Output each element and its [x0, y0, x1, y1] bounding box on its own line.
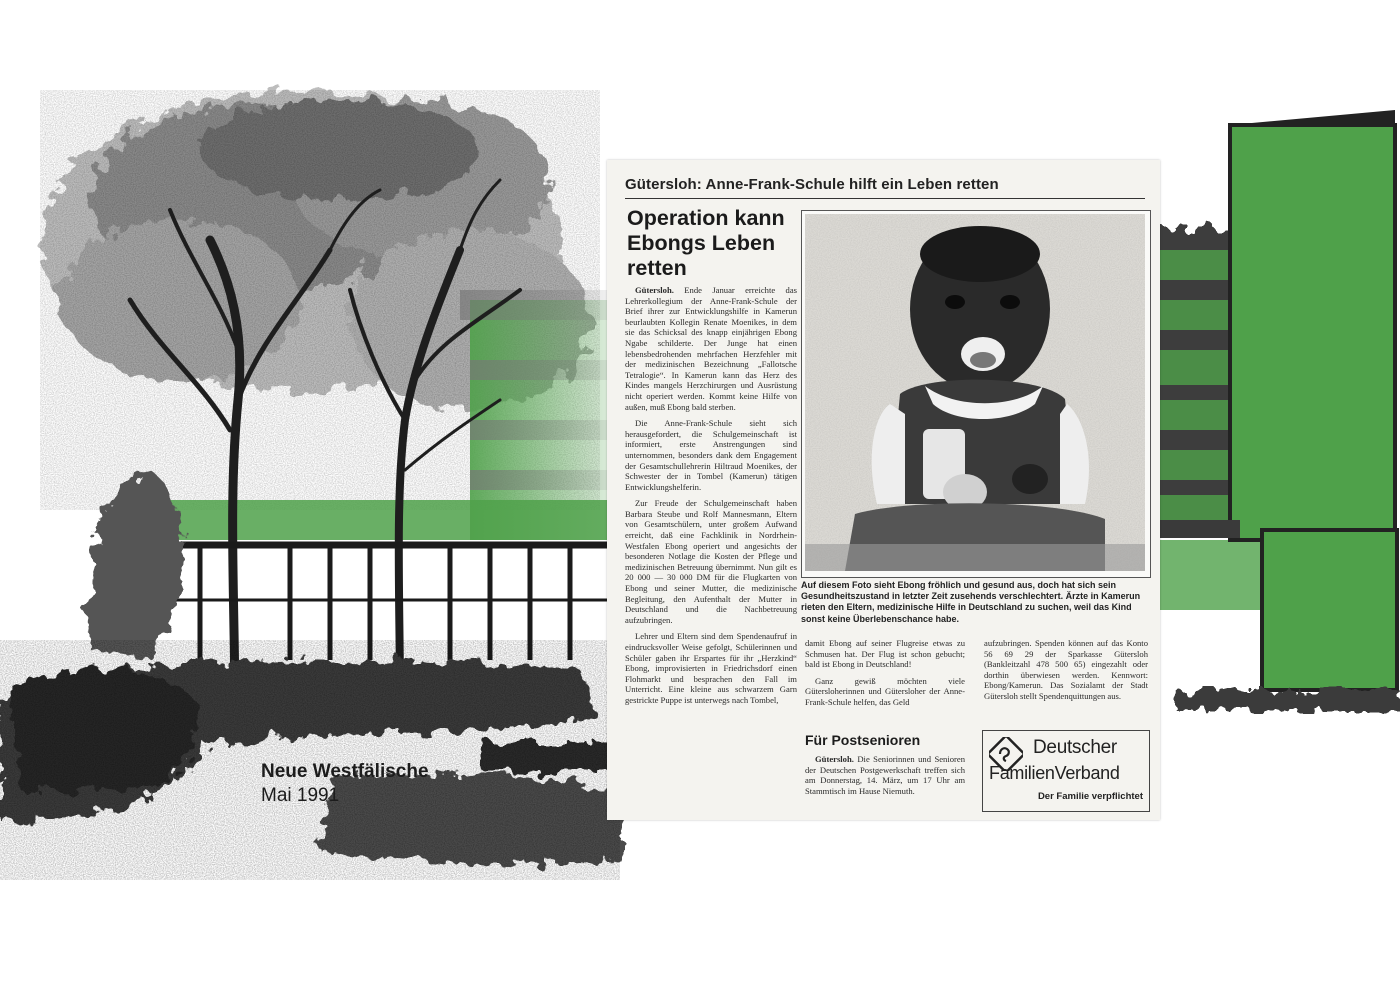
newspaper-clipping: [607, 160, 1160, 820]
notice-text: Die Seniorinnen und Senioren der Deutschen Postgewerkschaft treffen sich am Donnerstag, 14. März, um 17 Uhr am Stammtisch im Hause Niemuth.: [805, 754, 965, 796]
article-paragraph: damit Ebong auf seiner Flugreise etwas zu Schmusen hat. Der Flug ist schon gebucht; bald ist Ebong in Deutschland!: [805, 638, 965, 670]
notice-title: Für Postsenioren: [805, 732, 921, 748]
green-building-right: [1150, 110, 1400, 710]
photo-frame: [801, 210, 1151, 578]
notice-paragraph: [805, 754, 965, 796]
child-photo: [805, 214, 1145, 571]
article-paragraph: Die Anne-Frank-Schule sieht sich herausgefordert, die Schulgemeinschaft ist informiert, erste Anstrengungen sind unternommen, besonders dank dem Engagement der Gesamtschullehrerin Hiltraud Moenikes, der Schwester der in Tombel (Kamerun) tätigen Entwicklungshelferin.: [625, 418, 797, 492]
newspaper-name: Neue Westfälische: [261, 761, 429, 782]
ad-slogan: Der Familie verpflichtet: [1037, 791, 1143, 802]
article-kicker: Gütersloh: Anne-Frank-Schule hilft ein Leben retten: [625, 176, 1145, 199]
ad-title-line2: FamilienVerband: [989, 763, 1120, 783]
article-paragraph: aufzubringen. Spenden können auf das Konto 56 69 29 der Sparkasse Gütersloh (Bankleitzahl 478 500 65) eingezahlt oder dorthin überwiesen werden. Kennwort: Ebong/Kamerun. Das Sozialamt der Stadt Gütersloh stellt Spendenquittungen aus.: [984, 638, 1148, 701]
source-label: [261, 760, 429, 808]
photo-caption: Auf diesem Foto sieht Ebong fröhlich und gesund aus, doch hat sich sein Gesundheitszustand in letzter Zeit zusehends verschlechtert. Ärzte in Kamerun rieten den Eltern, medizinische Hilfe in Deutschland zu suchen, weil das Kind sonst keine Überlebenschance habe.: [801, 580, 1141, 624]
article-paragraph: Zur Freude der Schulgemeinschaft haben Barbara Steube und Rolf Mannesmann, Eltern von Gesamtschülern, unter großem Aufwand erreicht, daß eine Fachklinik in Nordrhein-Westfalen Ebong operiert und angesichts der besonderen Notlage die Kosten der Pflege und medizinischen Betreuung übernimmt. Nun gilt es 20 000 — 30 000 DM für die Flugkarten von Ebong und seiner Mutter, die medizinische Begleitung, den Aufenthalt der Mutter in Deutschland und die Nachbetreuung aufzubringen.: [625, 498, 797, 625]
notice-body: [805, 754, 965, 802]
paragraph-text: Ende Januar erreichte das Lehrerkollegium der Anne-Frank-Schule der Brief ihrer zur Entwicklungshilfe in Kamerun beurlaubten Kollegin Renate Moenikes, in dem sie das Schicksal des knapp einjährigen Ebong Ngabe schilderte. Der Junge hat einen lebensbedrohenden mehrfachen Herzfehler mit der medizinischen Bezeichnung „Fallotsche Tetralogie“. In Kamerun kann das Herz des Kindes mangels Herzchirurgen und Ausrüstung nicht operiert werden. Kommt keine Hilfe von außen, muß Ebong bald sterben.: [625, 285, 797, 412]
article-headline: Operation kann Ebongs Leben retten: [627, 206, 785, 280]
article-column-1: [625, 285, 797, 712]
advertisement: [982, 730, 1150, 812]
article-column-2: [805, 638, 965, 714]
article-paragraph: Ganz gewiß möchten viele Gütersloherinnen und Gütersloher der Anne-Frank-Schule helfen, das Geld: [805, 675, 965, 707]
ad-title-line1: Deutscher: [1033, 737, 1117, 758]
publication-date: Mai 1991: [261, 784, 340, 806]
notice-dateline: Gütersloh.: [815, 754, 854, 764]
article-paragraph: [625, 285, 797, 412]
dateline: Gütersloh.: [635, 285, 674, 295]
article-column-3: [984, 638, 1148, 708]
article-paragraph: Lehrer und Eltern sind dem Spendenaufruf in eindrucksvoller Weise gefolgt, Schülerinnen und Schüler gaben ihr Erspartes für ihr „Herzkind“ Ebong, improvisierten in Friedrichsdorf einen Flohmarkt und besprachen den Fall im Unterricht. Eine kleine aus schwarzem Garn gestrickte Puppe ist unterwegs nach Tombel,: [625, 631, 797, 705]
